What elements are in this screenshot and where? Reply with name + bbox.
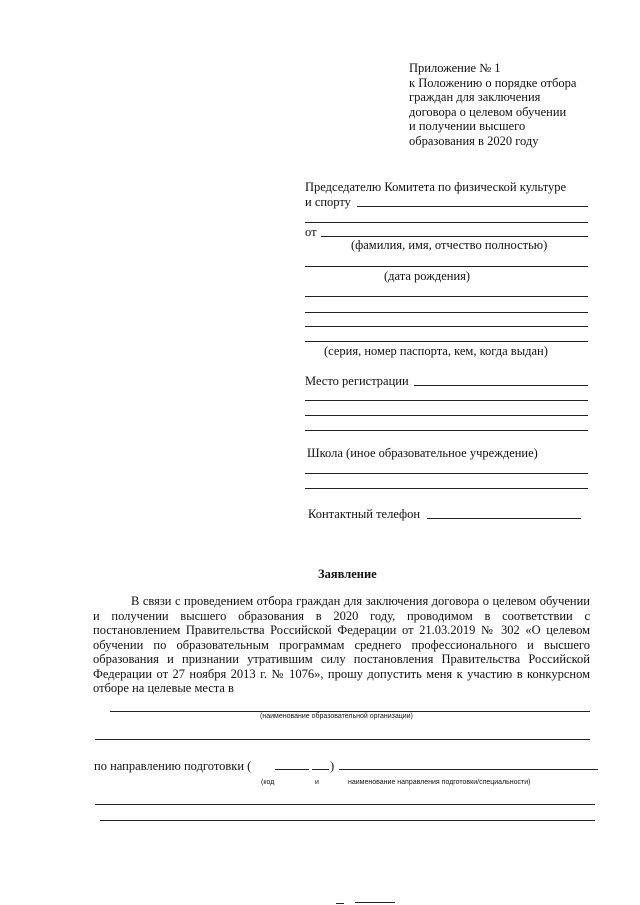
passport-caption: (серия, номер паспорта, кем, когда выдан)	[324, 344, 548, 358]
birth-caption: (дата рождения)	[384, 269, 471, 283]
bottom-mark	[355, 902, 395, 903]
direction-code-line-2[interactable]	[312, 769, 329, 770]
fio-caption: (фамилия, имя, отчество полностью)	[351, 238, 548, 252]
passport-fill-line[interactable]	[305, 312, 588, 313]
registration-fill-line-4[interactable]	[305, 430, 588, 431]
registration-fill-line[interactable]	[414, 385, 588, 386]
registration-label: Место регистрации	[305, 374, 409, 388]
organization-fill-line[interactable]	[110, 711, 590, 712]
passport-fill-line[interactable]	[305, 326, 588, 327]
statement-body: В связи с проведением отбора граждан для заключения договора о целевом обучении и получении высшего образования в 2020 году, проводимом в соответствии с постановлением Правительства Российской Федерации от 21.03.2019 № 302 «О целевом обучении по образовательным программам среднего профессионального и высшего образования и признании утратившим силу постановления Правительства Российской Федерации от 27 ноября 2013 г. № 1076», прошу допустить меня к участию в конкурсном отборе на целевые места в	[93, 594, 590, 695]
direction-label: по направлению подготовки (	[94, 759, 252, 773]
appendix-line: к Положению о порядке отбора	[409, 75, 577, 90]
passport-fill-line[interactable]	[305, 296, 588, 297]
appendix-header	[409, 61, 576, 149]
from-label: от	[305, 225, 317, 239]
organization-fill-line-2[interactable]	[95, 739, 590, 740]
phone-label: Контактный телефон	[308, 507, 421, 521]
addressee-fill-line-2[interactable]	[305, 222, 588, 223]
registration-fill-line-2[interactable]	[305, 400, 588, 401]
direction-caption-name: наименование направления подготовки/специальности)	[348, 779, 531, 786]
appendix-line: образования в 2020 году	[409, 133, 539, 148]
appendix-line: граждан для заключения	[409, 90, 541, 105]
registration-fill-line-3[interactable]	[305, 415, 588, 416]
birth-fill-line[interactable]	[305, 266, 588, 267]
direction-caption-and: и	[315, 779, 319, 786]
school-label: Школа (иное образовательное учреждение)	[307, 446, 538, 460]
passport-fill-line[interactable]	[305, 341, 588, 342]
addressee-fill-line[interactable]	[357, 206, 588, 207]
bottom-mark	[336, 903, 344, 904]
school-fill-line[interactable]	[305, 473, 588, 474]
direction-caption-code: (код	[261, 779, 275, 786]
appendix-line: и получении высшего	[409, 119, 526, 134]
fio-fill-line[interactable]	[321, 236, 588, 237]
appendix-line: Приложение № 1	[409, 61, 501, 75]
document-title: Заявление	[318, 567, 377, 581]
direction-close-paren: )	[330, 759, 335, 773]
organization-caption: (наименование образовательной организации)	[260, 713, 413, 720]
direction-fill-line-2[interactable]	[95, 804, 595, 805]
direction-fill-line-3[interactable]	[100, 820, 595, 821]
addressee-line-2: и спорту	[305, 195, 351, 209]
school-fill-line-2[interactable]	[305, 488, 588, 489]
direction-code-line[interactable]	[275, 769, 309, 770]
appendix-line: договора о целевом обучении	[409, 104, 567, 119]
addressee-line-1: Председателю Комитета по физической культуре	[305, 180, 567, 194]
direction-name-line[interactable]	[339, 769, 598, 770]
phone-fill-line[interactable]	[427, 518, 581, 519]
